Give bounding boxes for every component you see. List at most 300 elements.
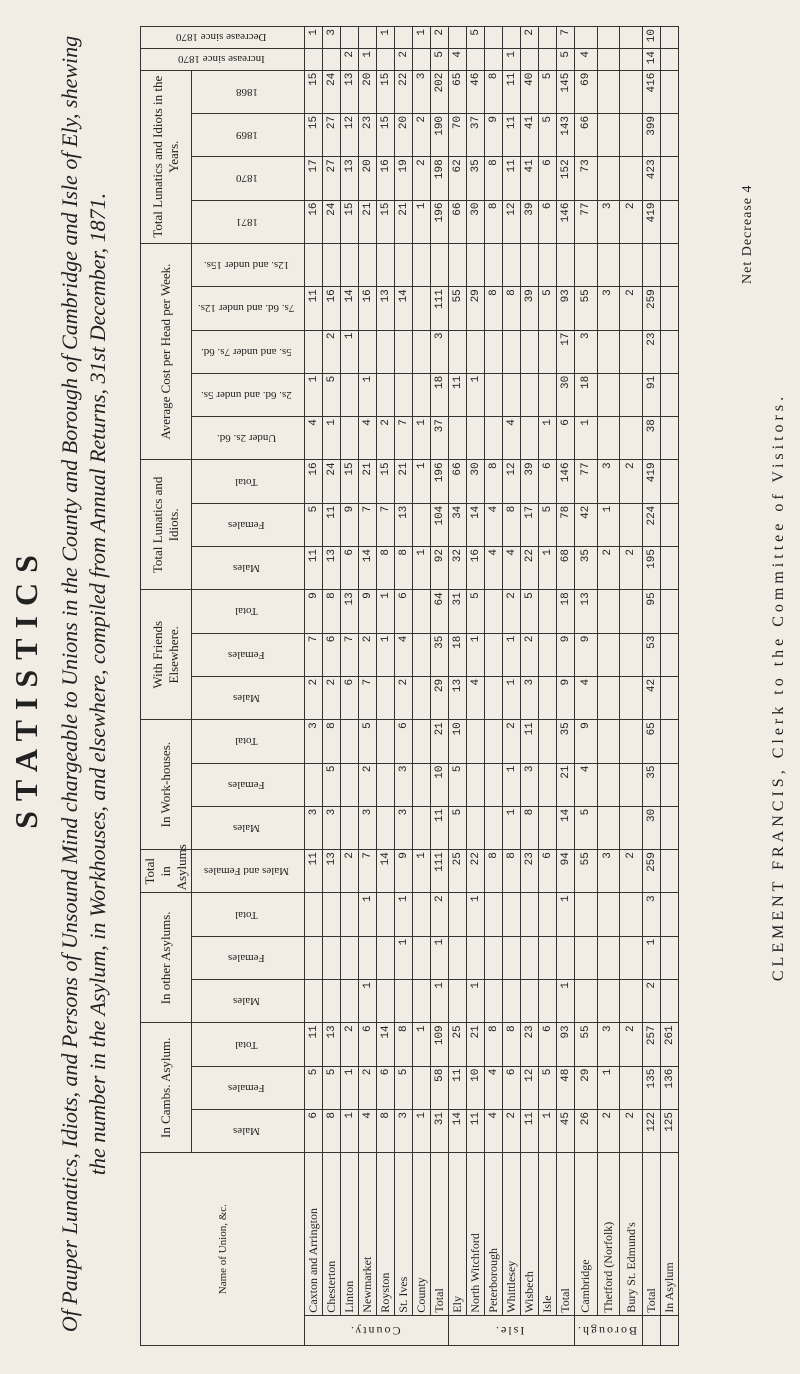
cell-value: 4 (449, 49, 467, 71)
cell-value: 14 (377, 1023, 395, 1066)
cell-value (485, 763, 503, 806)
cell-value: 423 (643, 157, 661, 200)
cell-value (413, 590, 431, 633)
cell-value (485, 330, 503, 373)
subheader-row (192, 27, 305, 1346)
cell-value: 419 (643, 200, 661, 243)
cell-value: 1 (359, 49, 377, 71)
cell-value (449, 980, 467, 1023)
cell-value: 135 (643, 1066, 661, 1109)
cell-value (323, 980, 341, 1023)
cell-value (503, 27, 521, 49)
table-row (485, 27, 503, 1346)
cell-value (503, 980, 521, 1023)
cell-value: 7 (395, 417, 413, 460)
cell-value: 7 (359, 676, 377, 719)
cell-value: 1 (413, 547, 431, 590)
cell-value (661, 373, 679, 416)
cell-value: 18 (557, 590, 575, 633)
cell-value (485, 27, 503, 49)
cell-value: 1 (341, 1109, 359, 1152)
cell-value (521, 49, 539, 71)
subheader-9 (192, 720, 305, 763)
cell-value: 13 (449, 676, 467, 719)
union-name: Total (557, 1153, 575, 1315)
cell-value: 7 (341, 633, 359, 676)
cell-value (661, 200, 679, 243)
cell-value (620, 417, 643, 460)
cell-value: 4 (359, 1109, 377, 1152)
cell-value: 29 (467, 287, 485, 330)
cell-value: 16 (323, 287, 341, 330)
cell-value: 30 (557, 373, 575, 416)
table-row (661, 27, 679, 1346)
cell-value: 399 (643, 113, 661, 156)
cell-value: 4 (485, 503, 503, 546)
cell-value: 190 (431, 113, 449, 156)
cell-value: 198 (431, 157, 449, 200)
cell-value: 5 (467, 590, 485, 633)
cell-value: 11 (305, 1023, 323, 1066)
subheader-label: 1870 (235, 172, 258, 185)
cell-value: 195 (643, 547, 661, 590)
cell-value: 5 (323, 373, 341, 416)
cell-value: 1 (467, 893, 485, 936)
cell-value: 70 (449, 113, 467, 156)
cell-value: 5 (323, 763, 341, 806)
cell-value (305, 936, 323, 979)
cell-value: 3 (597, 1023, 620, 1066)
cell-value: 73 (575, 157, 598, 200)
subheader-0 (192, 1109, 305, 1152)
cell-value (597, 417, 620, 460)
cell-value: 6 (359, 1023, 377, 1066)
cell-value: 16 (467, 547, 485, 590)
cell-value: 55 (575, 1023, 598, 1066)
cell-value (341, 980, 359, 1023)
cell-value (413, 936, 431, 979)
cell-value (305, 893, 323, 936)
cell-value (413, 49, 431, 71)
cell-value (661, 547, 679, 590)
cell-value: 2 (341, 1023, 359, 1066)
cell-value: 2 (597, 1109, 620, 1152)
cell-value: 3 (395, 806, 413, 849)
cell-value: 1 (359, 980, 377, 1023)
cell-value (395, 373, 413, 416)
cell-value: 5 (359, 720, 377, 763)
cell-value: 21 (467, 1023, 485, 1066)
cell-value: 41 (521, 157, 539, 200)
cell-value (661, 806, 679, 849)
cell-value: 15 (305, 70, 323, 113)
cell-value (377, 806, 395, 849)
section-label (449, 1315, 575, 1345)
cell-value (359, 27, 377, 49)
group-average-cost: Average Cost per Head per Week. (141, 243, 192, 460)
cell-value: 12 (503, 200, 521, 243)
union-name: Total (431, 1153, 449, 1315)
cell-value: 1 (467, 980, 485, 1023)
union-name: Peterborough (485, 1153, 503, 1315)
cell-value: 21 (395, 200, 413, 243)
cell-value: 9 (305, 590, 323, 633)
subheader-14 (192, 503, 305, 546)
table-row (521, 27, 539, 1346)
cell-value: 35 (643, 763, 661, 806)
cell-value: 13 (323, 1023, 341, 1066)
cell-value: 66 (575, 113, 598, 156)
increase-header: Increase since 1870 (177, 53, 265, 66)
cell-value (341, 893, 359, 936)
cell-value: 16 (305, 460, 323, 503)
cell-value: 25 (449, 850, 467, 893)
cell-value: 3 (575, 330, 598, 373)
cell-value: 4 (503, 547, 521, 590)
cell-value: 77 (575, 460, 598, 503)
cell-value: 8 (395, 547, 413, 590)
cell-value (359, 936, 377, 979)
cell-value: 224 (643, 503, 661, 546)
cell-value: 416 (643, 70, 661, 113)
cell-value: 8 (503, 503, 521, 546)
cell-value: 419 (643, 460, 661, 503)
cell-value: 1 (359, 893, 377, 936)
cell-value: 22 (467, 850, 485, 893)
page-heading: STATISTICS (8, 545, 44, 829)
cell-value: 2 (305, 676, 323, 719)
cell-value (341, 720, 359, 763)
cell-value: 20 (395, 113, 413, 156)
cell-value: 6 (539, 460, 557, 503)
table-row (377, 27, 395, 1346)
cell-value (661, 49, 679, 71)
cell-value: 2 (323, 330, 341, 373)
cell-value: 1 (539, 1109, 557, 1152)
cell-value (503, 373, 521, 416)
cell-value: 39 (521, 200, 539, 243)
cell-value (467, 243, 485, 286)
cell-value: 18 (575, 373, 598, 416)
subheader-10 (192, 676, 305, 719)
cell-value: 30 (467, 200, 485, 243)
cell-value (341, 763, 359, 806)
cell-value: 14 (467, 503, 485, 546)
cell-value (597, 980, 620, 1023)
union-name: Whittlesey (503, 1153, 521, 1315)
cell-value (620, 243, 643, 286)
cell-value: 23 (643, 330, 661, 373)
cell-value (503, 330, 521, 373)
cell-value: 11 (449, 1066, 467, 1109)
cell-value (485, 243, 503, 286)
cell-value (539, 590, 557, 633)
cell-value (413, 806, 431, 849)
name-header: Name of Union, &c. (141, 1153, 305, 1346)
cell-value: 64 (431, 590, 449, 633)
cell-value: 27 (323, 113, 341, 156)
cell-value: 1 (413, 850, 431, 893)
subheader-label: Males (233, 692, 260, 705)
union-name: Wisbech (521, 1153, 539, 1315)
cell-value: 15 (377, 70, 395, 113)
cell-value (661, 113, 679, 156)
cell-value: 22 (521, 547, 539, 590)
table-row (305, 27, 323, 1346)
cell-value: 8 (485, 70, 503, 113)
cell-value: 2 (341, 850, 359, 893)
cell-value: 2 (413, 113, 431, 156)
cell-value: 3 (395, 1109, 413, 1152)
cell-value: 93 (557, 287, 575, 330)
cell-value (485, 49, 503, 71)
cell-value: 6 (323, 633, 341, 676)
cell-value: 15 (377, 113, 395, 156)
cell-value (661, 676, 679, 719)
subheader-2 (192, 1023, 305, 1066)
cell-value: 2 (620, 547, 643, 590)
cell-value: 6 (395, 590, 413, 633)
cell-value (539, 806, 557, 849)
cell-value (597, 113, 620, 156)
cell-value (620, 70, 643, 113)
subheader-label: Males (233, 821, 260, 834)
cell-value: 11 (521, 1109, 539, 1152)
subheader-label: Under 2s. 6d. (216, 432, 277, 445)
cell-value: 58 (431, 1066, 449, 1109)
cell-value: 2 (503, 1109, 521, 1152)
cell-value: 8 (485, 460, 503, 503)
cell-value: 93 (557, 1023, 575, 1066)
cell-value: 13 (323, 850, 341, 893)
cell-value: 55 (575, 287, 598, 330)
cell-value: 3 (395, 763, 413, 806)
table-row (503, 27, 521, 1346)
cell-value: 69 (575, 70, 598, 113)
cell-value: 4 (503, 417, 521, 460)
section-label-text: Isle. (494, 1323, 525, 1338)
cell-value: 11 (305, 287, 323, 330)
subheader-5 (192, 893, 305, 936)
table-row (341, 27, 359, 1346)
cell-value (395, 27, 413, 49)
cell-value (485, 633, 503, 676)
cell-value: 2 (503, 720, 521, 763)
cell-value (597, 720, 620, 763)
cell-value (539, 763, 557, 806)
net-decrease-value: 4 (740, 184, 755, 193)
subheader-label: Total (235, 605, 258, 618)
union-name: Caxton and Arrington (305, 1153, 323, 1315)
cell-value: 10 (643, 27, 661, 49)
cell-value: 261 (661, 1023, 679, 1066)
cell-value: 2 (359, 1066, 377, 1109)
cell-value (620, 633, 643, 676)
cell-value (359, 243, 377, 286)
cell-value: 3 (597, 850, 620, 893)
cell-value: 3 (413, 70, 431, 113)
page-subtitle: Of Pauper Lunatics, Idiots, and Persons of Unsound Mind chargeable to Unions in the County and Borough of Cambridge and Isle of Ely, shewing the number in the Asylum, in Workhouses, and elsewhere, compiled from Annual Returns, 31st December, 1871. (57, 35, 110, 1333)
cell-value (413, 330, 431, 373)
cell-value: 7 (359, 850, 377, 893)
subheader-6 (192, 850, 305, 893)
subheader-label: 7s. 6d. and under 12s. (198, 302, 295, 315)
cell-value (539, 49, 557, 71)
cell-value: 7 (305, 633, 323, 676)
cell-value: 35 (557, 720, 575, 763)
subheader-label: Females (228, 778, 265, 791)
cell-value (557, 936, 575, 979)
cell-value: 259 (643, 850, 661, 893)
cell-value: 3 (359, 806, 377, 849)
cell-value (413, 373, 431, 416)
subheader-4 (192, 936, 305, 979)
cell-value: 4 (575, 763, 598, 806)
table-row (539, 27, 557, 1346)
cell-value: 2 (395, 676, 413, 719)
cell-value (467, 330, 485, 373)
cell-value: 1 (503, 633, 521, 676)
cell-value (449, 936, 467, 979)
cell-value (341, 936, 359, 979)
cell-value (323, 936, 341, 979)
cell-value: 42 (643, 676, 661, 719)
cell-value (503, 243, 521, 286)
cell-value: 29 (431, 676, 449, 719)
cell-value (661, 590, 679, 633)
cell-value: 8 (503, 850, 521, 893)
cell-value: 143 (557, 113, 575, 156)
subheader-label: 2s. 6d. and under 5s. (201, 388, 292, 401)
table-row (395, 27, 413, 1346)
cell-value (597, 157, 620, 200)
cell-value (377, 330, 395, 373)
subheader-label: Males and Females (204, 865, 289, 878)
cell-value: 21 (395, 460, 413, 503)
table-row (413, 27, 431, 1346)
cell-value: 5 (557, 49, 575, 71)
cell-value: 13 (341, 157, 359, 200)
cell-value: 6 (539, 850, 557, 893)
cell-value: 35 (431, 633, 449, 676)
cell-value (539, 676, 557, 719)
cell-value (620, 676, 643, 719)
cell-value: 18 (431, 373, 449, 416)
cell-value: 196 (431, 460, 449, 503)
subheader-20 (192, 243, 305, 286)
cell-value (413, 980, 431, 1023)
cell-value (377, 980, 395, 1023)
cell-value: 6 (539, 200, 557, 243)
cell-value: 1 (539, 547, 557, 590)
table-row (467, 27, 485, 1346)
cell-value: 11 (467, 1109, 485, 1152)
cell-value (661, 936, 679, 979)
table-row (557, 27, 575, 1346)
cell-value (575, 893, 598, 936)
cell-value: 31 (431, 1109, 449, 1152)
cell-value (539, 330, 557, 373)
cell-value: 15 (305, 113, 323, 156)
cell-value (467, 49, 485, 71)
subheader-label: 12s. and under 15s. (203, 259, 290, 272)
cell-value: 2 (323, 676, 341, 719)
cell-value: 11 (305, 547, 323, 590)
cell-value: 30 (643, 806, 661, 849)
cell-value: 2 (643, 980, 661, 1023)
cell-value (597, 70, 620, 113)
cell-value: 1 (377, 590, 395, 633)
cell-value: 109 (431, 1023, 449, 1066)
cell-value (449, 330, 467, 373)
cell-value: 1 (539, 417, 557, 460)
cell-value (377, 936, 395, 979)
cell-value (620, 503, 643, 546)
cell-value: 16 (377, 157, 395, 200)
cell-value (305, 49, 323, 71)
cell-value (485, 980, 503, 1023)
cell-value: 6 (341, 676, 359, 719)
cell-value: 2 (413, 157, 431, 200)
cell-value (305, 330, 323, 373)
cell-value (413, 243, 431, 286)
cell-value: 9 (395, 850, 413, 893)
subheader-16 (192, 417, 305, 460)
cell-value (661, 893, 679, 936)
group-other-asylums: In other Asylums. (141, 893, 192, 1023)
cell-value: 18 (449, 633, 467, 676)
union-name: Thetford (Norfolk) (597, 1153, 620, 1315)
cell-value (395, 243, 413, 286)
cell-value: 1 (341, 330, 359, 373)
cell-value: 11 (323, 503, 341, 546)
cell-value: 4 (359, 417, 377, 460)
cell-value: 14 (377, 850, 395, 893)
cell-value (449, 893, 467, 936)
cell-value: 11 (503, 157, 521, 200)
table-row (597, 27, 620, 1346)
cell-value (341, 243, 359, 286)
cell-value: 94 (557, 850, 575, 893)
cell-value (341, 373, 359, 416)
cell-value: 3 (431, 330, 449, 373)
subheader-22 (192, 157, 305, 200)
cell-value: 5 (449, 806, 467, 849)
cell-value: 13 (575, 590, 598, 633)
net-decrease-label: Net Decrease (740, 196, 755, 284)
group-total-asylums: Total in Asylums (141, 850, 192, 893)
cell-value (575, 980, 598, 1023)
cell-value: 38 (643, 417, 661, 460)
subheader-15 (192, 460, 305, 503)
cell-value (431, 243, 449, 286)
cell-value: 1 (359, 373, 377, 416)
cell-value: 14 (557, 806, 575, 849)
cell-value: 136 (661, 1066, 679, 1109)
cell-value: 40 (521, 70, 539, 113)
cell-value: 146 (557, 460, 575, 503)
subheader-7 (192, 806, 305, 849)
cell-value: 9 (341, 503, 359, 546)
union-name: Cambridge (575, 1153, 598, 1315)
cell-value (620, 1066, 643, 1109)
cell-value: 55 (575, 850, 598, 893)
cell-value: 6 (377, 1066, 395, 1109)
cell-value: 11 (503, 113, 521, 156)
cell-value: 19 (395, 157, 413, 200)
cell-value: 13 (395, 503, 413, 546)
cell-value (661, 417, 679, 460)
